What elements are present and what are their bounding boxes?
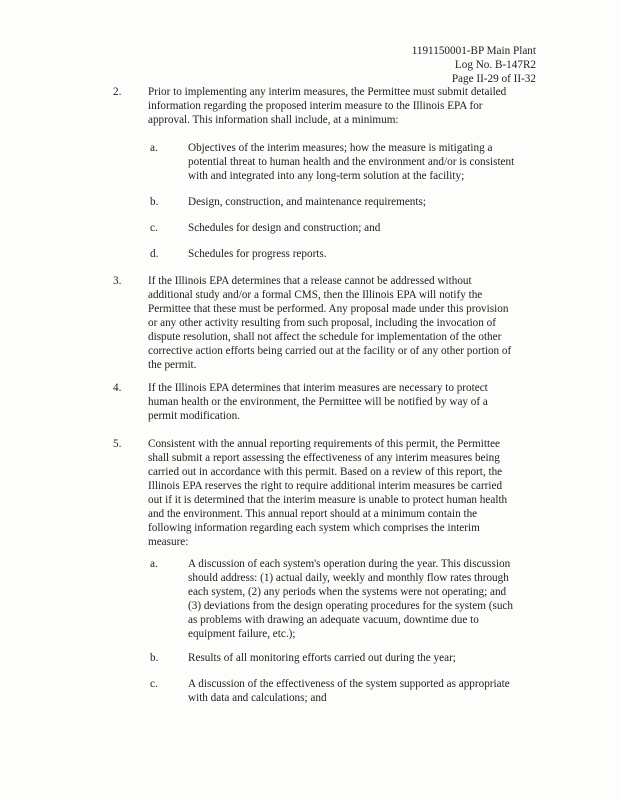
item-number: 4. [113, 382, 122, 394]
item-5b [150, 651, 515, 665]
sub-text: Schedules for design and construction; and [188, 222, 381, 234]
item-2c [150, 221, 515, 235]
sub-number: a. [150, 142, 158, 154]
sub-number: d. [150, 248, 159, 260]
item-5c [150, 677, 515, 705]
item-4 [113, 381, 513, 423]
sub-number: b. [150, 196, 159, 208]
item-2a [150, 141, 515, 183]
log-number: Log No. B-147R2 [454, 59, 536, 71]
item-number: 2. [113, 86, 122, 98]
sub-text: Results of all monitoring efforts carried out during the year; [188, 652, 456, 664]
sub-number: c. [150, 222, 158, 234]
item-3 [113, 274, 513, 372]
item-5a [150, 557, 515, 641]
item-2 [113, 85, 513, 127]
item-text: If the Illinois EPA determines that interim measures are necessary to protect human health or the environment, the Permittee will be notified by way of a permit modification. [148, 382, 488, 422]
item-text: If the Illinois EPA determines that a release cannot be addressed without additional study and/or a formal CMS, then the Illinois EPA will notify the Permittee that these must be performed. Any proposal made under this provision or any other activity resulting from such proposal, including the invocation of dispute resolution, shall not affect the schedule for implementation of the other corrective action efforts being carried out at the facility or of any other portion of the permit. [148, 275, 512, 371]
sub-number: b. [150, 652, 159, 664]
sub-text: A discussion of the effectiveness of the system supported as appropriate with data and calculations; and [188, 678, 510, 704]
page-header [412, 44, 536, 86]
page-number: Page II-29 of II-32 [451, 73, 536, 85]
item-2b [150, 195, 515, 209]
sub-text: Objectives of the interim measures; how the measure is mitigating a potential threat to human health and the environment and/or is consistent with and integrated into any long-term solution at the facility; [188, 142, 515, 182]
permit-number: 1191150001-BP Main Plant [411, 45, 536, 57]
sub-number: c. [150, 678, 158, 690]
item-number: 3. [113, 275, 122, 287]
item-number: 5. [113, 438, 122, 450]
sub-text: Schedules for progress reports. [188, 248, 327, 260]
sub-number: a. [150, 558, 158, 570]
item-2d [150, 247, 515, 261]
sub-text: Design, construction, and maintenance requirements; [188, 196, 426, 208]
sub-text: A discussion of each system's operation during the year. This discussion should address: (1) actual daily, weekly and monthly flow rates through each system, (2) any periods when the systems were not operating; and (3) deviations from the design operating procedures for the system (such as problems with drawing an adequate vacuum, downtime due to equipment failure, etc.); [188, 558, 513, 640]
item-text: Prior to implementing any interim measures, the Permittee must submit detailed information regarding the proposed interim measure to the Illinois EPA for approval. This information shall include, at a minimum: [148, 86, 507, 126]
item-text: Consistent with the annual reporting requirements of this permit, the Permittee shall submit a report assessing the effectiveness of any interim measures being carried out in accordance with this permit. Based on a review of this report, the Illinois EPA reserves the right to require additional interim measures be carried out if it is determined that the interim measure is unable to protect human health and the environment. This annual report should at a minimum contain the following information regarding each system which comprises the interim measure: [148, 438, 508, 548]
item-5 [113, 437, 513, 549]
